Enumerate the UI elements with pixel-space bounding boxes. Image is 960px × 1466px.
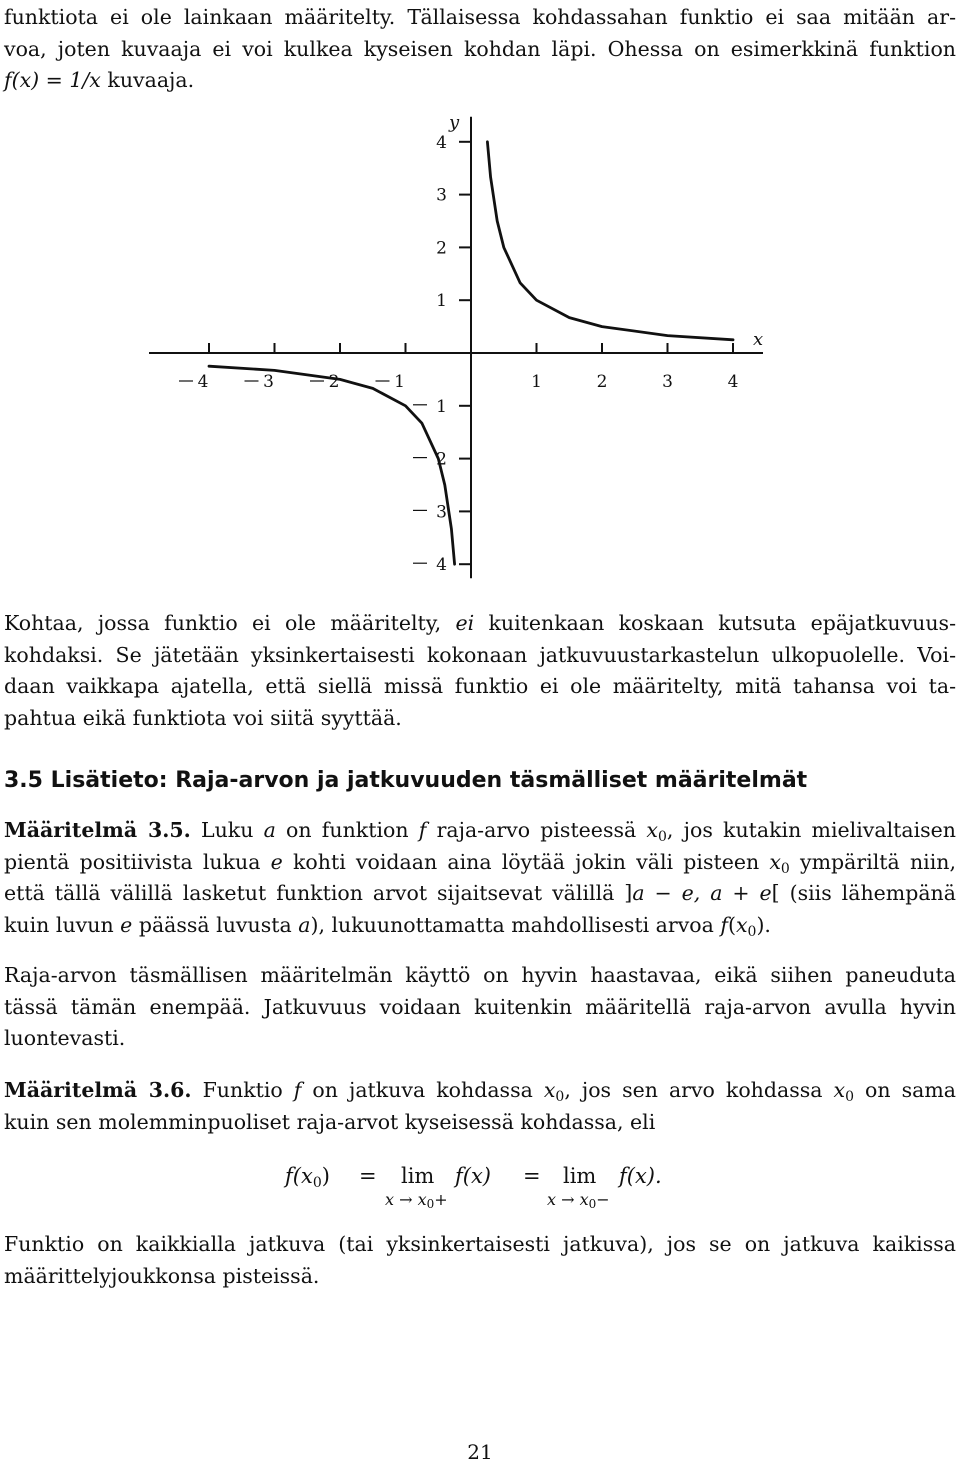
var-a: a (263, 818, 276, 842)
formula-lhs-text: f(x (285, 1164, 313, 1188)
undefined-point-paragraph (4, 608, 956, 734)
curve-branch-2 (209, 366, 455, 564)
para1-line-1-text: Kohtaa, jossa funktio ei ole määritelty, (4, 611, 456, 635)
subscript-0: 0 (657, 829, 667, 845)
subscript-0: 0 (312, 1175, 322, 1191)
precise-definition-paragraph (4, 960, 956, 1055)
subscript-0: 0 (588, 1197, 597, 1211)
definition-3-6 (4, 1075, 956, 1138)
everywhere-continuous-paragraph (4, 1229, 956, 1292)
var-a: a (298, 912, 311, 937)
y-tick-label: 1 (436, 396, 447, 417)
var-e: e (120, 912, 133, 937)
paren: ( (727, 912, 736, 937)
emphasis-ei: ei (455, 611, 475, 635)
def35-text: on funktion (275, 818, 419, 842)
formula-lim-1-subscript (385, 1190, 448, 1211)
y-tick-label: 2 (436, 449, 447, 470)
var-f: f (293, 1078, 302, 1102)
x-tick-label: 2 (328, 372, 340, 392)
y-axis-label: y (449, 111, 460, 133)
x-tick-label: 1 (531, 372, 542, 392)
x-tick-label: 2 (596, 372, 608, 392)
def36-label: Määritelmä 3.6. (4, 1078, 192, 1102)
def35-line-3 (4, 878, 956, 910)
continuity-formula (285, 1160, 705, 1220)
var-f: f (418, 818, 427, 842)
para1-line-4: pahtua eikä funktiota voi siitä syyttää. (4, 705, 402, 730)
def35-text: päässä luvusta (132, 912, 299, 937)
paren: ) (321, 1164, 330, 1188)
def35-text: ). (756, 912, 771, 937)
def35-text: Luku (190, 818, 264, 842)
interval-expression: a − e, a + e (632, 881, 772, 905)
def35-line-4 (4, 910, 956, 942)
y-tick-label: 2 (436, 238, 447, 259)
def35-line-2 (4, 847, 956, 879)
def36-line-2: kuin sen molemminpuoliset raja-arvot kyseisessä kohdassa, eli (4, 1109, 656, 1134)
formula-middle: f(x) (455, 1164, 492, 1188)
def35-text: , jos kutakin mielivaltaisen (666, 818, 956, 842)
para3-line-2: määrittelyjoukkonsa pisteissä. (4, 1263, 320, 1288)
x-tick-label: 1 (394, 372, 405, 392)
def35-text: raja-arvo pisteessä (426, 818, 647, 842)
var-x: x (735, 912, 748, 937)
para2-line-1: Raja-arvon täsmällisen määritelmän käyttö on hyvin haastavaa, eikä siihen paneuduta (4, 963, 956, 987)
para3-line-1: Funktio on kaikkialla jatkuva (tai yksinkertaisesti jatkuva), jos se on jatkuva kaikissa (4, 1232, 956, 1256)
intro-line-3-rest: kuvaaja. (100, 68, 195, 92)
def35-label: Määritelmä 3.5. (4, 818, 191, 842)
y-tick-label: 3 (436, 185, 447, 206)
function-expression: f(x) = 1/x (4, 68, 101, 92)
formula-rhs: f(x). (619, 1164, 662, 1188)
def35-text: kuin luvun (4, 912, 121, 937)
y-tick-label: 1 (436, 291, 447, 312)
page-number: 21 (467, 1440, 493, 1464)
para1-line-1 (4, 608, 956, 640)
para1-line-3: daan vaikkapa ajatella, että siellä missä funktio ei ole määritelty, mitä tahansa voi ta- (4, 674, 956, 698)
x-tick-label: 4 (197, 372, 209, 392)
formula-equals-1: = (359, 1164, 377, 1188)
x-axis-label: x (753, 329, 764, 350)
lim-approach: x → x (547, 1190, 589, 1209)
intro-line-2: voa, joten kuvaaja ei voi kulkea kyseisen kohdan läpi. Ohessa on esimerkkinä funktion (4, 36, 956, 61)
side-sign: − (596, 1190, 610, 1209)
def35-line-1 (4, 815, 956, 847)
lim-approach: x → x (385, 1190, 427, 1209)
def36-text: on jatkuva kohdassa (301, 1078, 544, 1102)
y-tick-label: 4 (436, 555, 447, 576)
definition-3-5 (4, 815, 956, 941)
formula-lim-2: lim (563, 1164, 597, 1188)
subscript-0: 0 (845, 1089, 854, 1105)
curve-branch-1 (487, 142, 733, 340)
para1-line-2: kohdaksi. Se jätetään yksinkertaisesti kokonaan jatkuvuustarkastelun ulkopuolelle. Voi- (4, 642, 956, 667)
y-tick-label: 3 (436, 502, 447, 523)
var-f: f (720, 912, 728, 937)
subscript-0: 0 (555, 1089, 565, 1105)
def36-line-1 (4, 1075, 956, 1107)
subscript-0: 0 (426, 1197, 435, 1211)
def35-text: pientä positiivista lukua (4, 849, 271, 874)
x-tick-label: 3 (263, 372, 274, 392)
section-heading: 3.5 Lisätieto: Raja-arvon ja jatkuvuuden täsmälliset määritelmät (4, 768, 808, 793)
var-x: x (833, 1078, 846, 1102)
para2-line-2: tässä tämän enempää. Jatkuvuus voidaan kuitenkin määritellä raja-arvon avulla hyvin (4, 994, 956, 1019)
var-x: x (769, 849, 781, 874)
var-e: e (270, 849, 283, 874)
formula-lim-1: lim (401, 1164, 435, 1188)
def35-text: ympäriltä niin, (789, 849, 956, 874)
para2-line-3: luontevasti. (4, 1026, 126, 1050)
var-x: x (646, 818, 658, 842)
x-tick-label: 4 (727, 372, 739, 392)
def35-text: [ (siis lähempänä (771, 881, 956, 905)
def36-text: Funktio (191, 1078, 294, 1102)
x-tick-label: 3 (662, 372, 673, 392)
para1-line-1-rest: kuitenkaan koskaan kutsuta epäjatkuvuus- (474, 611, 956, 635)
def35-text: että tällä välillä lasketut funktion arvot sijaitsevat välillä ] (4, 881, 633, 905)
def35-text: kohti voidaan aina löytää jokin väli pisteen (282, 849, 770, 874)
formula-lhs (285, 1164, 330, 1191)
formula-lim-2-subscript (547, 1190, 610, 1211)
def35-text: ), lukuunottamatta mahdollisesti arvoa (310, 912, 721, 937)
def36-text: , jos sen arvo kohdassa (564, 1078, 834, 1102)
intro-line-1: funktiota ei ole lainkaan määritelty. Tällaisessa kohdassahan funktio ei saa mitään ar- (4, 5, 956, 29)
formula-equals-2: = (523, 1164, 541, 1188)
subscript-0: 0 (747, 923, 757, 940)
y-tick-label: 4 (436, 132, 447, 153)
subscript-0: 0 (780, 860, 790, 877)
side-sign: + (434, 1190, 448, 1209)
def36-text: on sama (854, 1078, 956, 1102)
var-x: x (543, 1078, 556, 1102)
